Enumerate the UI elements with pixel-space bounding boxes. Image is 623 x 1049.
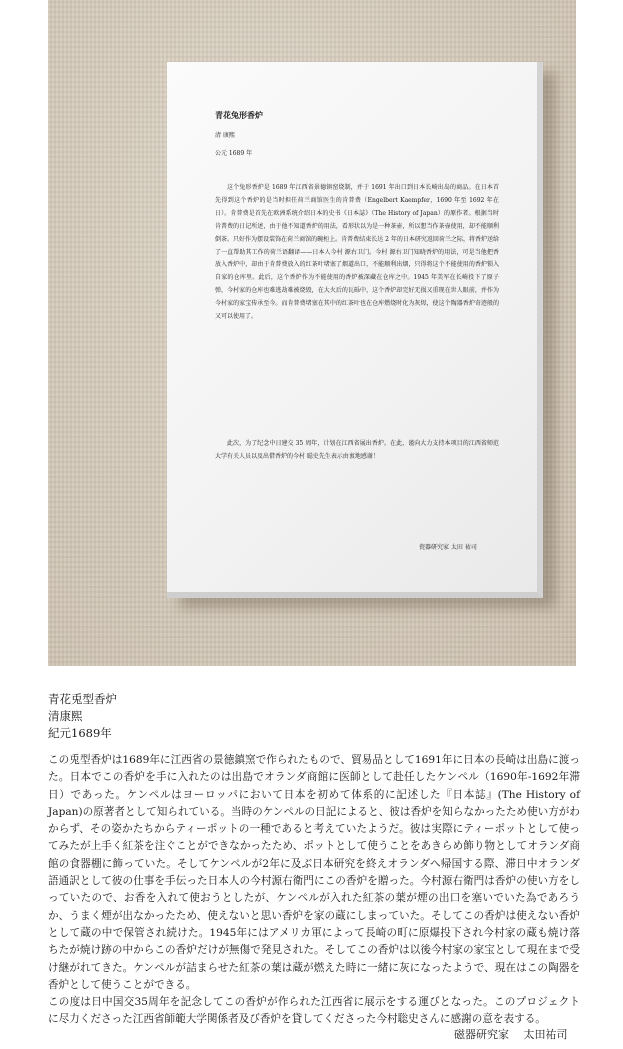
panel-paragraph-2: 此次，为了纪念中日建交 35 周年，计划在江西省展出香炉。在此，谨向大力支持本项目的江西省师范大学有关人员以及出借香炉的今村 聪史先生表示由衷地感谢！	[215, 440, 499, 460]
caption-era: 清康熙	[48, 709, 83, 723]
caption-title: 青花兎型香炉	[48, 692, 117, 706]
caption-body: この兎型香炉は1689年に江西省の景徳鎮窯で作られたもので、貿易品として1691年に日本の長崎は出島に渡った。日本でこの香炉を手に入れたのは出島でオランダ商館に医師として赴任したケンペル（1690年-1692年滞日）であった。ケンペルはヨーロッパにおいて日本を初めて体系的に記述した『日本誌』(The History of Japan)の原著者として知られている。当時のケンペルの日記によると、彼は香炉を知らなかったため使い方がわからず、その姿かたちからティーポットの一種であると考えていたようだ。彼は実際にティーポットとして使ってみたが上手く紅茶を注ぐことができなかったため、ポットとして使うことをあきらめ飾り物としてオランダ商館の食器棚に飾っていた。そしてケンペルが2年に及ぶ日本研究を終えオランダへ帰国する際、滞日中オランダ語通訳として彼の仕事を手伝った日本人の今村源右衛門にこの香炉を贈った。今村源右衛門は香炉の使い方をしっていたので、お香を入れて使おうとしたが、ケンペルが入れた紅茶の葉が煙の出口を塞いでいた為であろうか、うまく煙が出なかったため、使えないと思い香炉を家の蔵にしまっていた。そしてこの香炉は使えない香炉として蔵の中で保管され続けた。1945年にはアメリカ軍によって長崎の町に原爆投下され今村家の蔵も焼け落ちたが焼け跡の中からこの香炉だけが無傷で発見された。そしてこの香炉は以後今村家の家宝として現在まで受け継がれてきた。ケンペルが詰まらせた紅茶の葉は蔵が燃えた時に一緒に灰になったようで、現在はこの陶器を香炉として使うことができる。 この度は日中国交35周年を記念してこの香炉が作られた江西省に展示をする運びとなった。このプロジェクトに尽力くださった江西省師範大学関係者及び香炉を貸してくださった今村聡史さんに感謝の意を表する。	[48, 754, 580, 1026]
caption-signature: 磁器研究家 太田祐司	[454, 1028, 568, 1041]
panel-signature: 瓷器研究家 太田 祐司	[419, 544, 477, 551]
panel-paragraph-1: 这个兔形香炉是 1689 年江西省景德镇窑烧制，并于 1691 年出口到日本长崎出岛的商品。在日本首先得到这个香炉的是当时担任荷兰商馆医生的肯普费（Engelbert Kaempfer，1690 年至 1692 年在日）。肯普费是首先在欧洲系统介绍日本的史书《日本誌》（The History of Japan）的原作者。根据当时肯普费的日记所述，由于他不知道香炉的用法，看形状以为是一种茶壶，所以想当作茶壶使用，却不能顺利倒茶。只好作为摆设装饰在荷兰商馆的碗柜上。肯普费结束长达 2 年的日本研究返回荷兰之际，将香炉送给了一直帮助其工作的荷兰语翻译——日本人今村 源右卫门。今村 源右卫门知晓香炉的用法，可是当他把香放入香炉中，却由于肯普费放入的红茶叶堵塞了烟道出口，不能顺利出烟，只得将这个不能使用的香炉锁入自家的仓库里。此后，这个香炉作为不能使用的香炉被深藏在仓库之中。1945 年美军在长崎投下了原子弹，今村家的仓库也难逃劫难被烧毁，在大火后的瓦砾中，这个香炉却完好无损又重现在世人眼前，并作为今村家的家宝传承至今。而肯普费堵塞在其中的红茶叶也在仓库燃烧时化为灰烬，使这个陶器香炉奇迹般的又可以使用了。	[215, 184, 499, 321]
exhibit-panel	[167, 62, 543, 598]
panel-date: 公元 1689 年	[215, 150, 253, 157]
panel-title: 青花兔形香炉	[215, 110, 263, 120]
caption-date: 紀元1689年	[48, 726, 112, 740]
exhibit-photo	[48, 0, 576, 666]
panel-era: 清 康熙	[215, 132, 235, 139]
